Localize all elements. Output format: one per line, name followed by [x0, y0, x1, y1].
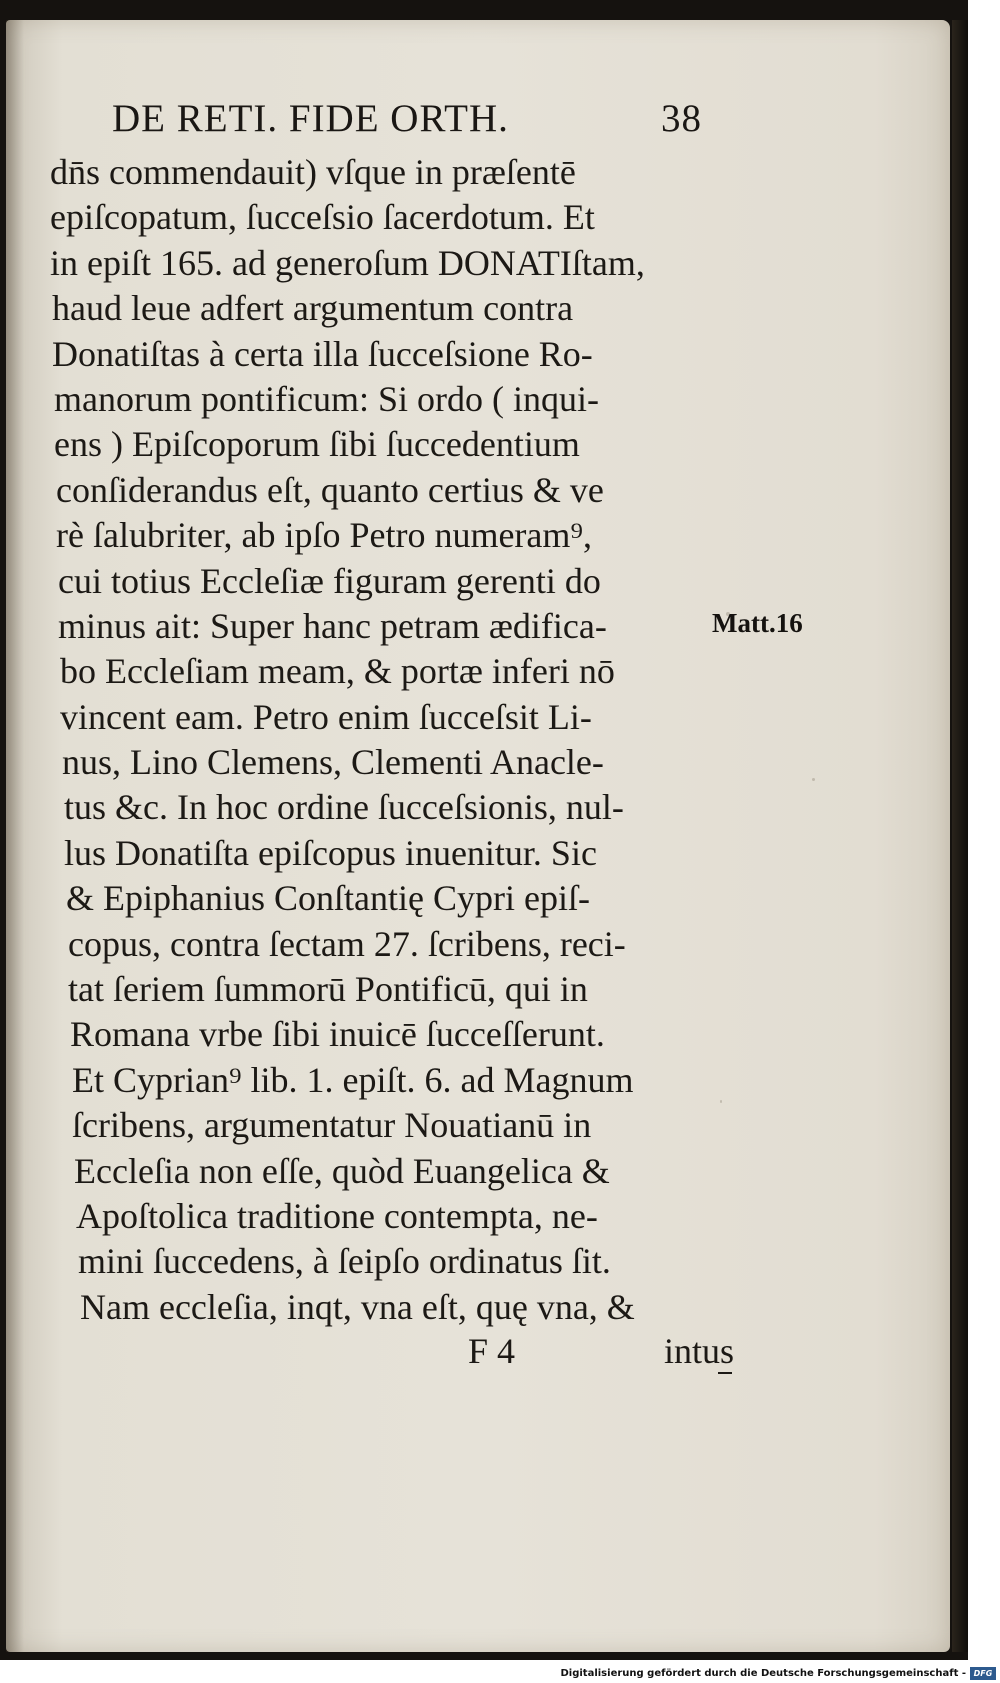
page-number: 38 — [661, 97, 702, 140]
text-line: ſcribens, argumentatur Nouatianū in — [72, 1105, 592, 1146]
text-line: bo Eccleſiam meam, & portæ inferi nō — [60, 651, 615, 692]
text-line: copus, contra ſectam 27. ſcribens, reci- — [68, 923, 626, 964]
text-line: cui totius Eccleſiæ figuram gerenti do — [58, 560, 601, 601]
catchword: intus — [663, 1331, 734, 1371]
text-line: dn̄s commendauit) vſque in præſentē — [50, 152, 576, 192]
text-line: & Epiphanius Conſtantię Cypri epiſ- — [66, 878, 590, 919]
page-footer — [468, 1330, 734, 1378]
running-head — [112, 96, 702, 146]
text-line: Nam eccleſia, inqt, vna eſt, quę vna, & — [80, 1286, 635, 1327]
dfg-logo-icon: DFG — [970, 1667, 996, 1680]
text-line: Romana vrbe ſibi inuicē ſucceſſerunt. — [70, 1014, 605, 1055]
text-line: tus &c. In hoc ordine ſucceſsionis, nul- — [64, 787, 624, 828]
text-line: manorum pontificum: Si ordo ( inqui- — [54, 378, 599, 419]
catchword-rule — [718, 1372, 732, 1374]
digitization-credit — [0, 1664, 1000, 1683]
text-line: epiſcopatum, ſucceſsio ſacerdotum. Et — [50, 197, 595, 238]
text-line: mini ſuccedens, à ſeipſo ordinatus ſit. — [78, 1241, 611, 1282]
credit-text: Digitalisierung gefördert durch die Deutsche Forschungsgemeinschaft - — [560, 1668, 966, 1679]
text-line: Eccleſia non eſſe, quòd Euangelica & — [74, 1150, 610, 1191]
text-line: conſiderandus eſt, quanto certius & ve — [56, 469, 604, 510]
text-line: minus ait: Super hanc petram ædifica- — [58, 605, 607, 646]
text-line: Apoſtolica traditione contempta, ne- — [76, 1195, 598, 1236]
text-line: in epiſt 165. ad generoſum DONATIſtam, — [50, 242, 645, 283]
gutter-shadow — [6, 20, 24, 1652]
text-line: Donatiſtas à certa illa ſucceſsione Ro- — [52, 333, 593, 374]
signature-mark: F 4 — [468, 1331, 516, 1371]
page-edge — [952, 20, 968, 1652]
text-line: haud leue adfert argumentum contra — [52, 288, 574, 329]
paper-spot — [812, 778, 815, 781]
running-title: DE RETI. FIDE ORTH. — [112, 97, 509, 140]
text-line: rè ſalubriter, ab ipſo Petro numeram⁹, — [56, 515, 592, 556]
text-line: Et Cyprian⁹ lib. 1. epiſt. 6. ad Magnum — [72, 1059, 634, 1100]
text-line: vincent eam. Petro enim ſucceſsit Li- — [60, 696, 592, 737]
text-line: tat ſeriem ſummorū Pontificū, qui in — [68, 969, 588, 1010]
text-line: ens ) Epiſcoporum ſibi ſuccedentium — [54, 424, 580, 465]
text-line: lus Donatiſta epiſcopus inuenitur. Sic — [64, 832, 597, 873]
body-text — [50, 150, 730, 1330]
text-line: nus, Lino Clemens, Clementi Anacle- — [62, 742, 604, 783]
marginal-note: Matt.16 — [712, 608, 803, 638]
